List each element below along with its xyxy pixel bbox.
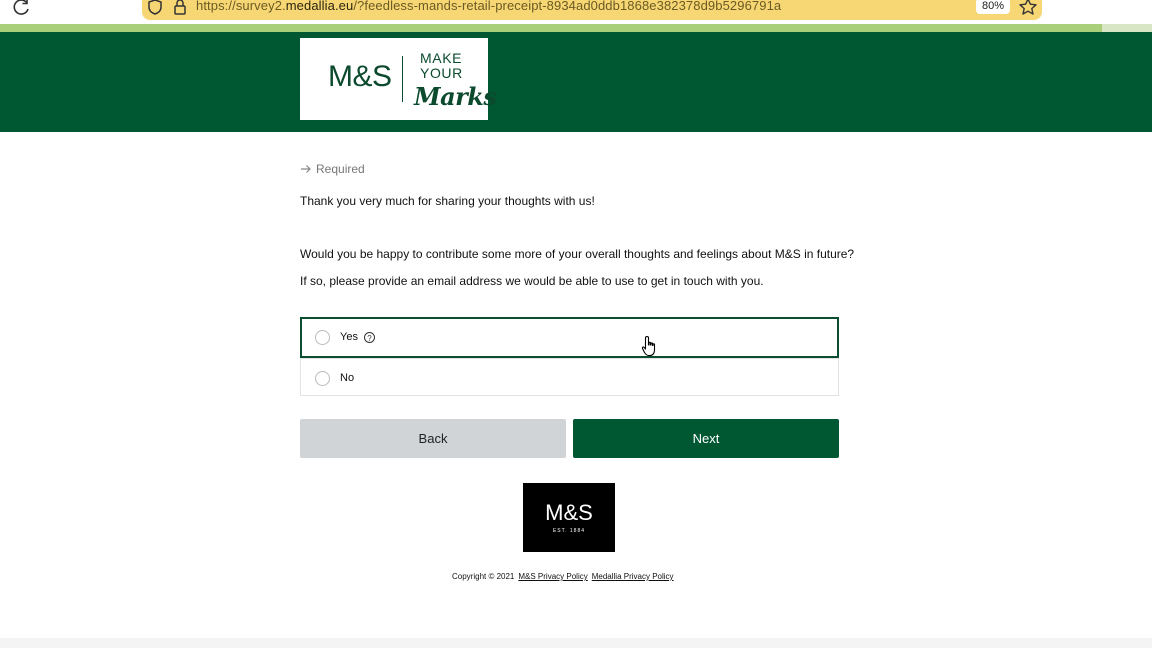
option-yes[interactable] [300,317,839,358]
copyright-line [452,572,674,581]
option-no-label: No [340,372,355,384]
logo-ms-text: M&S [328,60,392,93]
brand-logo [300,38,497,120]
help-icon[interactable]: ? [364,332,375,343]
footer-logo-ms: M&S [545,500,593,525]
instruction-text: If so, please provide an email address we would be able to use to get in touch with you. [300,274,764,288]
option-yes-label: Yes [340,331,358,343]
survey-progress-strip [0,24,1152,32]
bookmark-star-icon[interactable] [1018,0,1038,17]
logo-tagline-marks: Marks [414,82,497,111]
bottom-strip [0,638,1152,648]
page-header [0,32,1152,132]
url-prefix: https://survey2. [196,0,286,13]
progress-remaining [1102,24,1152,32]
footer-logo-est: EST. 1884 [552,528,586,534]
required-label: Required [316,162,365,176]
required-note [300,162,365,176]
footer-logo [523,483,615,552]
logo-tagline [420,51,463,81]
shield-icon[interactable] [146,0,164,16]
browser-toolbar [0,0,1152,24]
logo-tagline-your: YOUR [420,65,463,81]
copyright-text: Copyright © 2021 [452,572,515,581]
arrow-right-icon [300,164,312,174]
radio-no[interactable] [315,371,330,386]
logo-divider [402,56,403,102]
question-text: Would you be happy to contribute some more of your overall thoughts and feelings about M&S in future? [300,247,855,261]
radio-yes[interactable] [315,330,330,345]
option-no[interactable] [300,358,839,396]
ms-privacy-link[interactable]: M&S Privacy Policy [518,572,588,581]
reload-icon[interactable] [12,0,32,17]
hand-cursor-icon [641,335,659,357]
lock-icon[interactable] [172,0,188,16]
url-host: medallia.eu [285,0,354,13]
zoom-indicator[interactable]: 80% [976,0,1010,14]
logo-tagline-make: MAKE [420,50,463,66]
answer-options [300,317,839,396]
next-button[interactable]: Next [573,419,839,458]
url-path: /?feedless-mands-retail-preceipt-8934ad0ddb1868e382378d9b5296791a [353,0,782,13]
medallia-privacy-link[interactable]: Medallia Privacy Policy [591,572,674,581]
back-button[interactable]: Back [300,419,566,458]
url-text[interactable] [196,0,781,13]
thank-you-text: Thank you very much for sharing your thoughts with us! [300,194,595,208]
